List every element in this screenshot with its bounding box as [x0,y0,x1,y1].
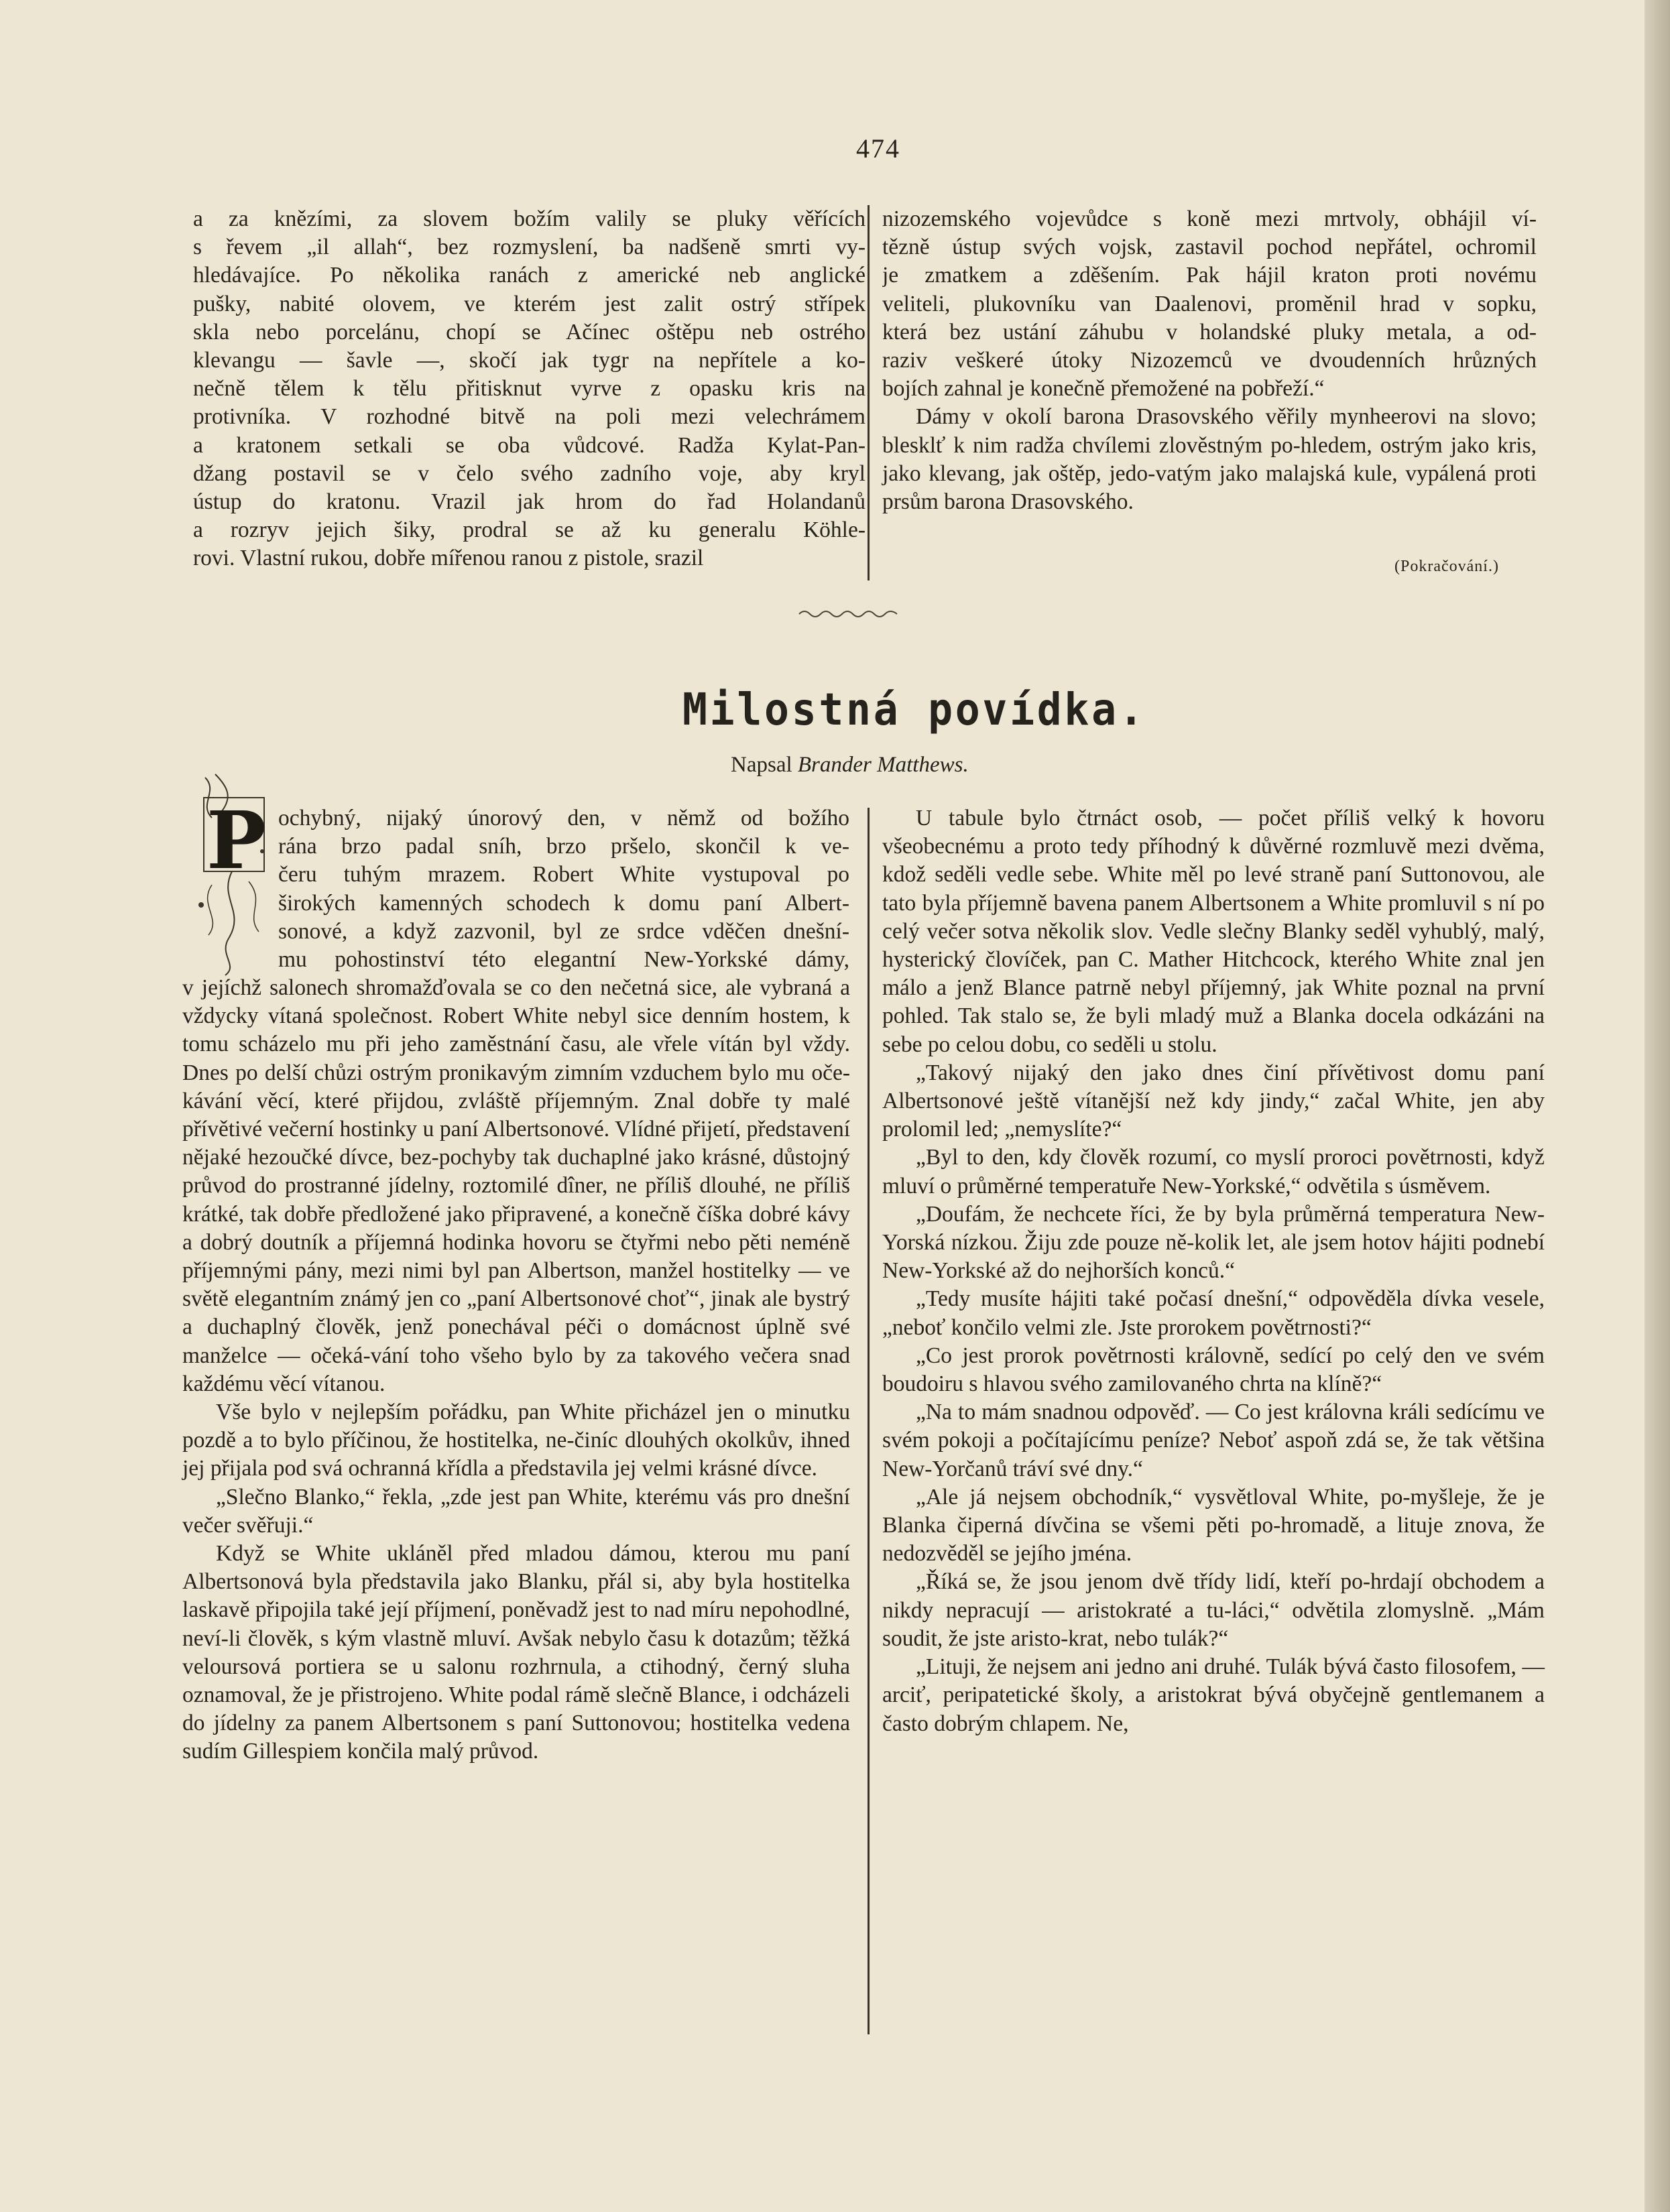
opening-line: širokých kamenných schodech k domu paní Albert- [278,890,849,916]
article-byline [731,753,969,778]
prev-article-line: která bez ustání záhubu v holandské pluky metala, a od- [882,319,1537,345]
opening-line: sonové, a když zazvonil, byl ze srdce vděčen dnešní- [278,918,849,944]
prev-article-line: nečně tělem k tělu přitisknut vyrve z opasku kris na [193,376,866,402]
prev-article-line: veliteli, plukovníku van Daalenovi, proměnil hrad v sopku, [882,291,1537,316]
article-paragraph-1-rest: v jejíchž salonech shromažďovala se co den nečetná sice, ale vybraná a vždycky vítaná společnost. Robert White nebyl sice denním hostem, k tomu scházelo mu při jeho zaměstnání času, ale vřele vítán byl vždy. Dnes po delší chůzi ostrým pronikavým zimním vzduchem bylo mu oče-kávání věcí, které přijdou, zvláště příjemným. Znal dobře ty malé přívětivé večerní hostinky u paní Albertsonové. Vlídné přijetí, představení nějaké hezoučké dívce, bez-pochyby tak duchaplné jako krásné, důstojný průvod do prostranné jídelny, roztomilé dîner, ne příliš dlouhé, ne příliš krátké, tak dobře předložené jako připravené, a konečně číška dobré kávy a dobrý doutník a příjemná hodinka hovoru se čtyřmi nebo pěti neméně příjemnými pány, mezi nimi byl pan Albertson, manžel hostitelky — ve světě elegantním známý jen co „paní Albertsonové choť“, jinak ale bystrý a duchaplný člověk, jenž ponechával péči o domácnost úplně své manželce — očeká-vání toho všeho bylo by za takového večera snad každému věcí vítanou. [182,975,850,1396]
prev-article-line: džang postavil se v čelo svého zadního voje, aby kryl [193,460,866,486]
section-divider-ornament [798,605,898,621]
page-number: 474 [856,133,900,164]
prev-article-line: a kratonem setkali se oba vůdcové. Radža Kylat-Pan- [193,432,866,458]
article-right-paragraph-9: „Říká se, že jsou jenom dvě třídy lidí, kteří po-hrdají obchodem a nikdy nepracují — aristokraté a tu-láci,“ odvětila zlomyslně. „Mám soudit, že jste aristo-krat, nebo tulák?“ [882,1569,1545,1651]
article-right-column [882,804,1545,1738]
opening-line: mu pohostinství této elegantní New-Yorkské dámy, [278,947,849,973]
prev-article-line: klevangu — šavle —, skočí jak tygr na nepřítele a ko- [193,348,866,373]
drop-cap-letter: P [206,794,266,887]
prev-article-line: a rozryv jejich šiky, prodral se až ku generalu Köhle- [193,517,866,543]
article-right-paragraph-8: „Ale já nejsem obchodník,“ vysvětloval White, po-myšleje, že je Blanka čiperná dívčina se všemi pěti po-hromadě, a lituje znova, že nedozvěděl se jejího jména. [882,1484,1545,1566]
article-right-paragraph-6: „Co jest prorok povětrnosti královně, sedící po celý den ve svém boudoiru s hlavou svého zamilovaného chrta na klíně?“ [882,1343,1545,1397]
bottom-column-rule [868,808,870,2034]
article-left-column [182,974,850,1766]
prev-article-line: skla nebo porcelánu, chopí se Ačínec oštěpu neb ostrého [193,319,866,345]
continuation-note: (Pokračování.) [1394,558,1499,575]
prev-article-line: raziv veškeré útoky Nizozemců ve dvoudenních hrůzných [882,348,1537,373]
prev-article-line: pušky, nabité olovem, ve kterém jest zalit ostrý střípek [193,291,866,316]
article-right-paragraph-7: „Na to mám snadnou odpověď. — Co jest královna králi sedícímu ve svém pokoji a počítajícímu peníze? Neboť aspoň zdá se, že tak většina New-Yorčanů tráví své dny.“ [882,1400,1545,1481]
prev-article-line: tězně ústup svých vojsk, zastavil pochod nepřátel, ochromil [882,235,1537,260]
opening-line: rána brzo padal sníh, brzo pršelo, skončil k ve- [278,834,849,859]
prev-article-right-lines [882,205,1537,403]
article-title: Milostná povídka. [682,684,1146,735]
prev-article-line: protivníka. V rozhodné bitvě na poli mezi velechrámem [193,404,866,430]
prev-article-line: nizozemského vojevůdce s koně mezi mrtvoly, obhájil ví- [882,206,1537,231]
article-right-paragraph-1: U tabule bylo čtrnáct osob, — počet příliš velký k hovoru všeobecnému a proto tedy příhodný k důvěrné rozmluvě mezi dvěma, kdož seděli vedle sebe. White měl po levé straně paní Suttonovou, ale tato byla příjemně bavena panem Albertsonem a White promluvil s ní po celý večer sotva několik slov. Vedle slečny Blanky seděl vyhublý, malý, hysterický človíček, pan C. Mather Hitchcock, kterého White znal jen málo a jenž Blance patrně nebyl příjemný, jak White poznal na první pohled. Tak stalo se, že byli mladý muž a Blanka docela odkázáni na sebe po celou dobu, co seděli u stolu. [882,806,1545,1057]
article-right-paragraph-3: „Byl to den, kdy člověk rozumí, co myslí proroci povětrnosti, když mluví o průměrné temperatuře New-Yorkské,“ odvětila s úsměvem. [882,1145,1545,1199]
article-right-paragraph-5: „Tedy musíte hájiti také počasí dnešní,“ odpověděla dívka vesele, „neboť končilo velmi zle. Jste prorokem povětrnosti?“ [882,1286,1545,1340]
drop-cap-ornament [192,771,279,979]
article-right-paragraph-4: „Doufám, že nechcete říci, že by byla průměrná temperatura New-Yorská nízkou. Žiju zde pouze ně-kolik let, ale jsem hotov hájiti podnebí New-Yorkské až do nejhorších konců.“ [882,1201,1545,1284]
prev-article-closing-paragraph: Dámy v okolí barona Drasovského věřily mynheerovi na slovo; blesklť k nim radža chvílemi zlověstným po-hledem, ostrým jako kris, jako klevang, jak oštěp, jedo-vatým jako malajská kule, vypálená proti prsům barona Drasovského. [882,404,1537,515]
page-edge [1645,0,1670,2212]
article-paragraph-3: „Slečno Blanko,“ řekla, „zde jest pan White, kterému vás pro dnešní večer svěřuji.“ [182,1484,850,1538]
prev-article-line: rovi. Vlastní rukou, dobře mířenou ranou z pistole, srazil [193,546,704,571]
prev-article-line: ústup do kratonu. Vrazil jak hrom do řad Holandanů [193,489,866,515]
top-column-rule [868,205,870,580]
article-right-paragraph-2: „Takový nijaký den jako dnes činí přívětivost domu paní Albertsonové ještě vítanější než kdy jindy,“ začal White, jen aby prolomil led; „nemyslíte?“ [882,1060,1545,1142]
article-opening-lines [278,804,849,974]
article-paragraph-2: Vše bylo v nejlepším pořádku, pan White přicházel jen o minutku pozdě a to bylo příčinou, že hostitelka, ne-činíc dlouhých okolkův, ihned jej přijala pod svá ochranná křídla a představila jej velmi krásné dívce. [182,1400,850,1481]
article-paragraph-4: Když se White ukláněl před mladou dámou, kterou mu paní Albertsonová byla představila jako Blanku, přál si, aby byla hostitelka laskavě připojila také její příjmení, poněvadž jest to nad míru nepohodlné, neví-li člověk, s kým vlastně mluví. Avšak nebylo času k dotazům; těžká veloursová portiera se u salonu rozhrnula, a ctihodný, černý sluha oznamoval, že je přistrojeno. White podal rámě slečně Blance, i odcházeli do jídelny za panem Albertsonem s paní Suttonovou; hostitelka vedena sudím Gillespiem končila malý průvod. [182,1541,850,1764]
opening-line: ochybný, nijaký únorový den, v němž od božího [278,806,849,831]
prev-article-line: bojích zahnal je konečně přemožené na pobřeží.“ [882,376,1325,402]
prev-article-line: s řevem „il allah“, bez rozmyslení, ba nadšeně smrti vy- [193,235,866,260]
prev-article-line: je zmatkem a zděšením. Pak hájil kraton proti novému [882,263,1537,288]
prev-article-right-column [882,205,1537,516]
article-right-paragraph-10: „Lituji, že nejsem ani jedno ani druhé. Tulák bývá často filosofem, — arciť, peripatetické školy, a aristokrat bývá obyčejně gentlemanem a často dobrým chlapem. Ne, [882,1654,1545,1736]
byline-author: Brander Matthews. [797,753,969,777]
prev-article-line: a za knězími, za slovem božím valily se pluky věřících [193,206,866,231]
byline-prefix: Napsal [731,753,792,777]
prev-article-left-column [193,205,866,573]
prev-article-line: hledávajíce. Po několika ranách z americké neb anglické [193,263,866,288]
opening-line: čeru tuhým mrazem. Robert White vystupoval po [278,862,849,887]
